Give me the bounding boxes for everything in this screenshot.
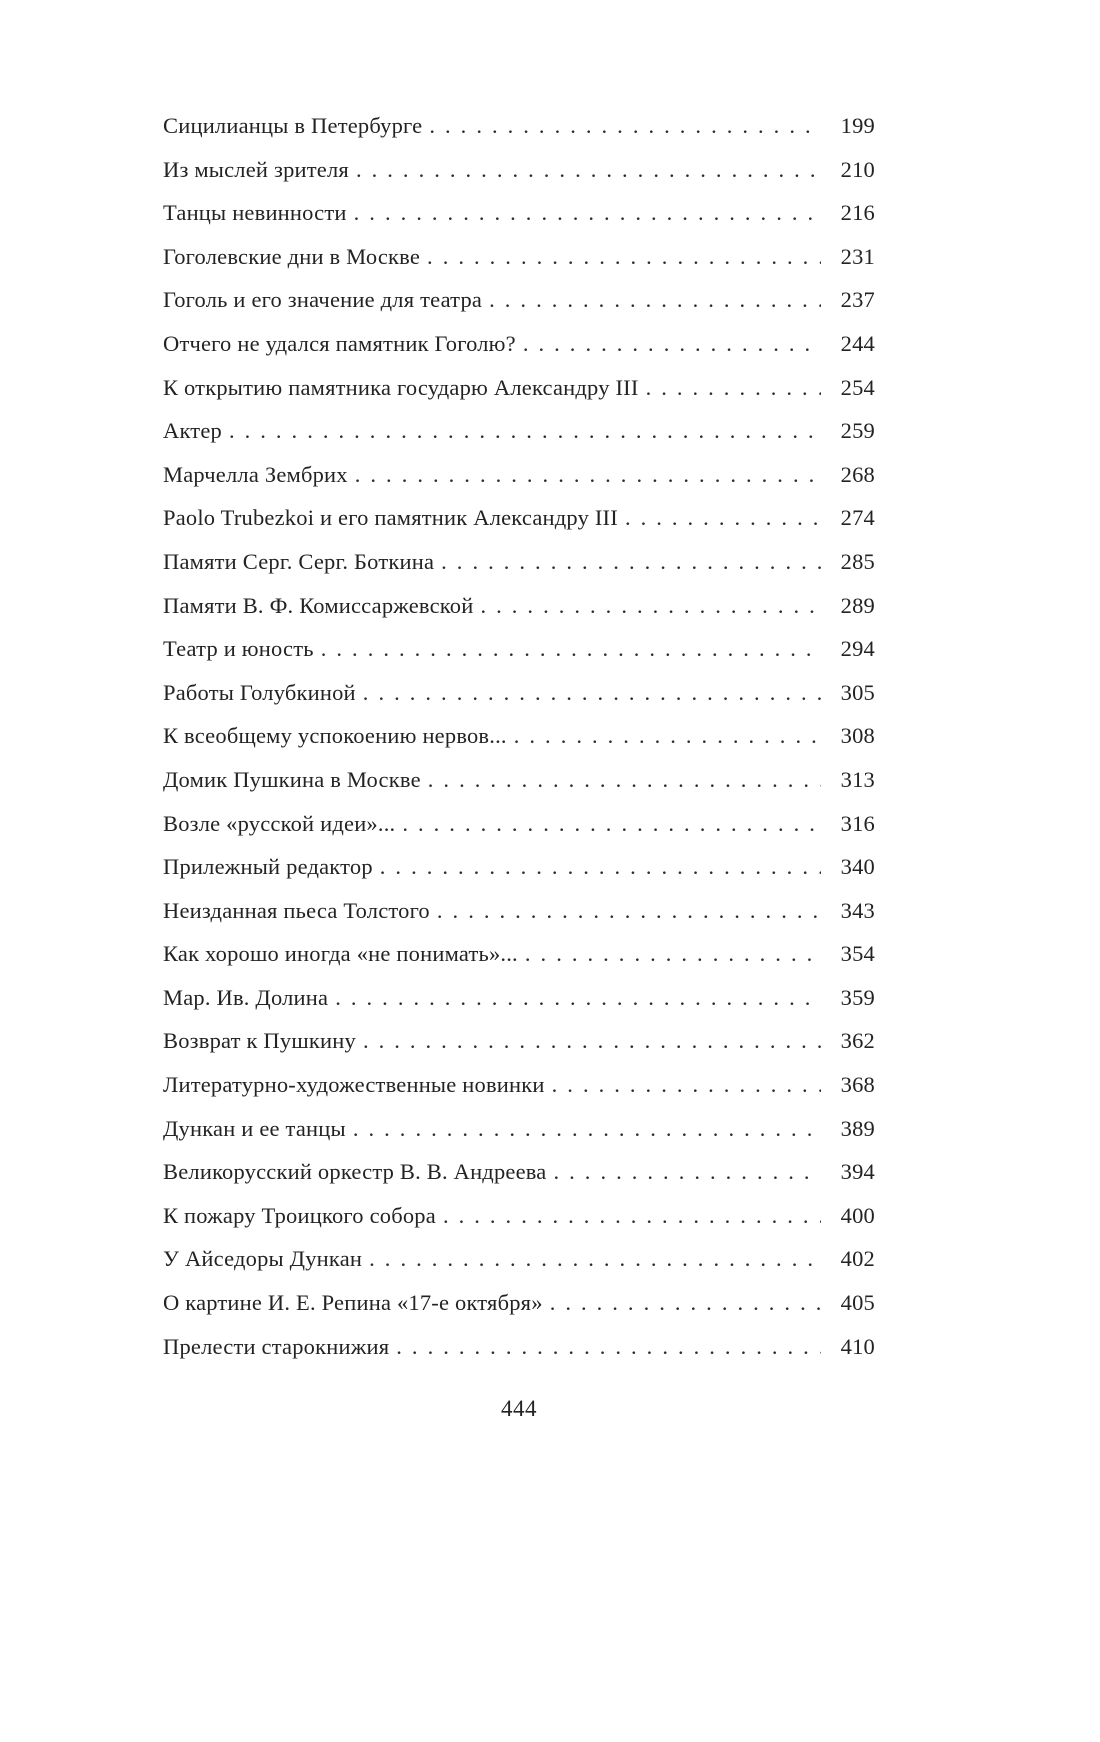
toc-entry-title: Актер — [163, 418, 222, 444]
toc-entry-page: 289 — [840, 592, 875, 618]
dot-leader — [441, 549, 821, 575]
toc-entry-page: 368 — [840, 1072, 875, 1098]
toc-row — [163, 462, 875, 506]
dot-leader — [335, 985, 821, 1011]
toc-entry-page: 316 — [840, 810, 875, 836]
toc-entry-page: 308 — [840, 723, 875, 749]
toc-row — [163, 854, 875, 898]
toc-entry-page: 343 — [840, 897, 875, 923]
toc-row — [163, 375, 875, 419]
dot-leader — [363, 680, 821, 706]
dot-leader — [380, 854, 821, 880]
toc-entry-title: Дункан и ее танцы — [163, 1115, 346, 1141]
dot-leader — [525, 941, 821, 967]
toc-entry-page: 313 — [840, 766, 875, 792]
toc-entry-page: 402 — [840, 1246, 875, 1272]
toc-entry-title: Домик Пушкина в Москве — [163, 766, 421, 792]
toc-entry-title: Гоголь и его значение для театра — [163, 287, 483, 313]
dot-leader — [356, 157, 821, 183]
toc-entry-title: Возврат к Пушкину — [163, 1028, 356, 1054]
dot-leader — [489, 287, 821, 313]
toc-entry-page: 305 — [840, 679, 875, 705]
toc-row — [163, 244, 875, 288]
dot-leader — [443, 1203, 821, 1229]
toc-entry-page: 254 — [840, 374, 875, 400]
toc-entry-title: Из мыслей зрителя — [163, 156, 349, 182]
dot-leader — [363, 1028, 821, 1054]
dot-leader — [428, 767, 821, 793]
toc-row — [163, 505, 875, 549]
toc-entry-page: 237 — [840, 287, 875, 313]
toc-entry-page: 259 — [840, 418, 875, 444]
dot-leader — [353, 1116, 821, 1142]
toc-entry-page: 354 — [840, 941, 875, 967]
dot-leader — [229, 418, 821, 444]
toc-row — [163, 1334, 875, 1378]
toc-entry-title: Возле «русской идеи»... — [163, 810, 396, 836]
toc-entry-title: К пожару Троицкого собора — [163, 1202, 436, 1228]
dot-leader — [480, 593, 821, 619]
dot-leader — [552, 1072, 821, 1098]
toc-entry-page: 268 — [840, 461, 875, 487]
toc-row — [163, 767, 875, 811]
toc-entry-title: К всеобщему успокоению нервов... — [163, 723, 507, 749]
dot-leader — [429, 113, 821, 139]
toc-entry-title: Гоголевские дни в Москве — [163, 243, 421, 269]
dot-leader — [550, 1290, 821, 1316]
dot-leader — [427, 244, 821, 270]
page-number-footer: 444 — [501, 1396, 537, 1421]
toc-entry-page: 231 — [840, 243, 875, 269]
toc-row — [163, 680, 875, 724]
dot-leader — [355, 462, 821, 488]
dot-leader — [625, 505, 821, 531]
toc-entry-title: Отчего не удался памятник Гоголю? — [163, 330, 516, 356]
toc-entry-title: Литературно-художественные новинки — [163, 1072, 545, 1098]
dot-leader — [369, 1246, 821, 1272]
toc-row — [163, 985, 875, 1029]
toc-entry-title: Памяти Серг. Серг. Боткина — [163, 548, 435, 574]
dot-leader — [554, 1159, 822, 1185]
dot-leader — [396, 1334, 821, 1360]
toc-entry-title: Памяти В. Ф. Комиссаржевской — [163, 592, 474, 618]
dot-leader — [514, 723, 821, 749]
toc-entry-page: 274 — [840, 505, 875, 531]
toc-row — [163, 200, 875, 244]
dot-leader — [354, 200, 821, 226]
toc-entry-title: У Айседоры Дункан — [163, 1246, 363, 1272]
toc-row — [163, 1290, 875, 1334]
toc-row — [163, 157, 875, 201]
toc-entry-page: 244 — [840, 330, 875, 356]
toc-row — [163, 1203, 875, 1247]
toc-entry-title: О картине И. Е. Репина «17-е октября» — [163, 1290, 543, 1316]
toc-entry-title: Неизданная пьеса Толстого — [163, 897, 430, 923]
toc-entry-title: Прелести старокнижия — [163, 1333, 390, 1359]
toc-entry-title: Работы Голубкиной — [163, 679, 356, 705]
toc-row — [163, 418, 875, 462]
toc-entry-page: 210 — [840, 156, 875, 182]
toc-row — [163, 1072, 875, 1116]
toc-row — [163, 331, 875, 375]
toc-row — [163, 1116, 875, 1160]
toc-entry-page: 400 — [840, 1202, 875, 1228]
toc-row — [163, 941, 875, 985]
toc-entry-page: 216 — [840, 200, 875, 226]
toc-entry-title: Марчелла Зембрих — [163, 461, 348, 487]
dot-leader — [646, 375, 821, 401]
toc-entry-title: Танцы невинности — [163, 200, 347, 226]
toc-entry-title: Театр и юность — [163, 636, 314, 662]
toc-entry-title: Paolo Trubezkoi и его памятник Александру III — [163, 505, 618, 531]
dot-leader — [402, 811, 821, 837]
toc-entry-title: К открытию памятника государю Александру III — [163, 374, 639, 400]
toc-entry-page: 285 — [840, 548, 875, 574]
toc-row — [163, 593, 875, 637]
toc-entry-page: 389 — [840, 1115, 875, 1141]
toc-row — [163, 1159, 875, 1203]
toc-entry-page: 199 — [840, 113, 875, 138]
toc-row — [163, 549, 875, 593]
dot-leader — [523, 331, 821, 357]
toc-row — [163, 113, 875, 157]
toc-row — [163, 636, 875, 680]
toc-entry-title: Великорусский оркестр В. В. Андреева — [163, 1159, 547, 1185]
toc-list — [163, 113, 875, 1377]
toc-entry-page: 405 — [840, 1290, 875, 1316]
toc-row — [163, 1028, 875, 1072]
dot-leader — [321, 636, 821, 662]
toc-row — [163, 723, 875, 767]
toc-entry-page: 359 — [840, 984, 875, 1010]
toc-entry-page: 394 — [840, 1159, 875, 1185]
toc-entry-page: 362 — [840, 1028, 875, 1054]
toc-entry-title: Мар. Ив. Долина — [163, 984, 329, 1010]
dot-leader — [437, 898, 821, 924]
toc-row — [163, 287, 875, 331]
toc-entry-page: 410 — [840, 1333, 875, 1359]
toc-entry-title: Сицилианцы в Петербурге — [163, 113, 423, 138]
toc-row — [163, 898, 875, 942]
toc-row — [163, 811, 875, 855]
toc-entry-page: 340 — [840, 854, 875, 880]
toc-entry-title: Как хорошо иногда «не понимать»... — [163, 941, 518, 967]
toc-entry-title: Прилежный редактор — [163, 854, 373, 880]
toc-row — [163, 1246, 875, 1290]
toc-entry-page: 294 — [840, 636, 875, 662]
